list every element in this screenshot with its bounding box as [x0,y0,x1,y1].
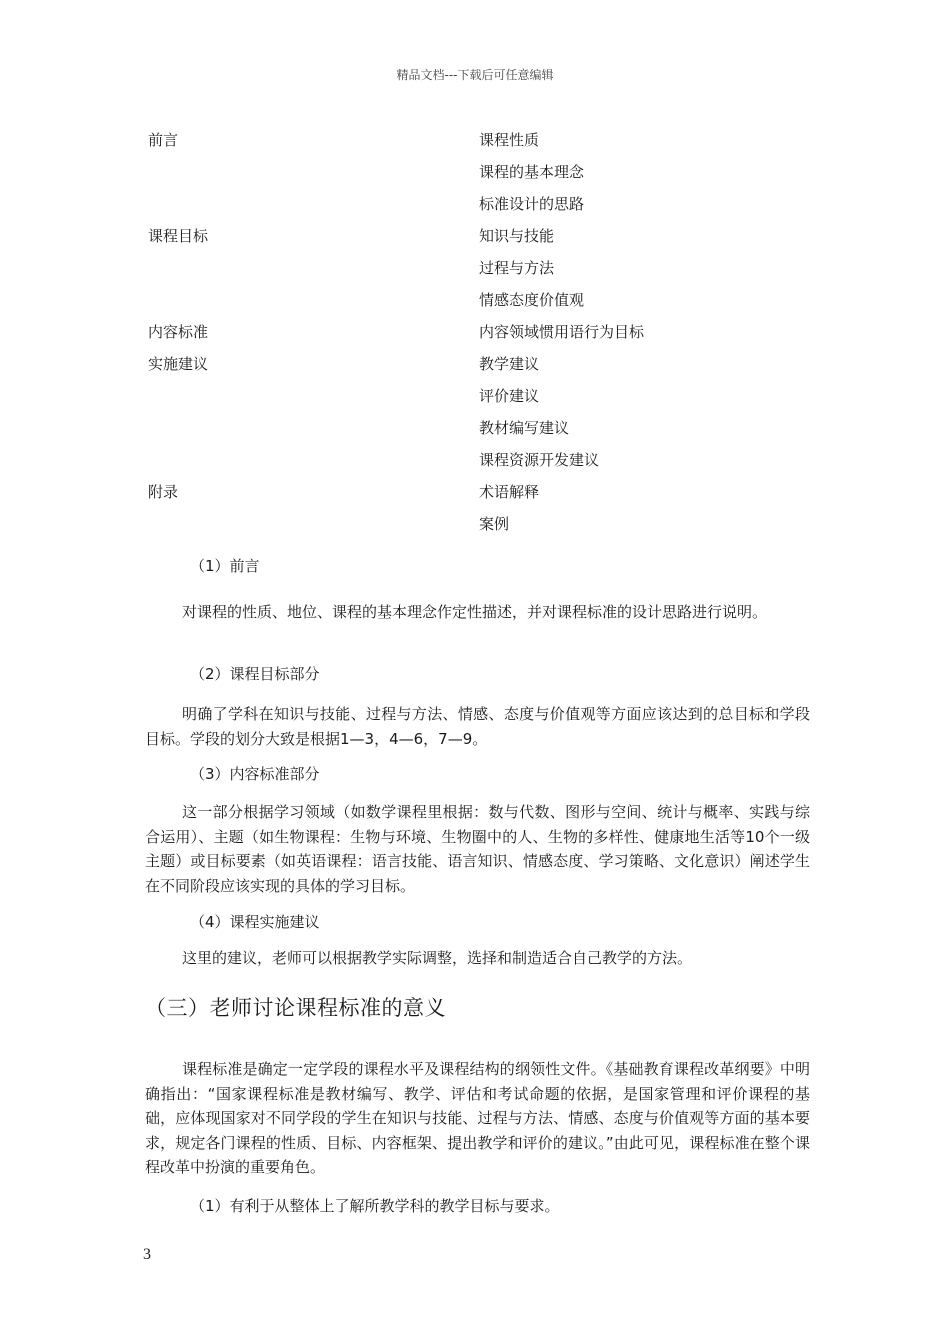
toc-right-cell: 教材编写建议 [479,419,570,437]
part3-title: （三）老师讨论课程标准的意义 [145,996,446,1020]
toc-right-cell: 情感态度价值观 [479,291,585,309]
toc-row [148,158,828,190]
section-body-preface: 对课程的性质、地位、课程的基本理念作定性描述，并对课程标准的设计思路进行说明。 [182,603,768,621]
toc-row [148,318,828,350]
toc-right-cell: 知识与技能 [479,227,555,245]
toc-right-cell: 术语解释 [479,483,540,501]
section-body-implementation: 这里的建议，老师可以根据教学实际调整，选择和制造适合自己教学的方法。 [182,949,693,967]
toc-left-cell: 前言 [148,131,179,149]
section-heading-implementation: （4）课程实施建议 [190,913,320,931]
toc-left-cell: 课程目标 [148,227,209,245]
toc-row [148,190,828,222]
toc-right-cell: 过程与方法 [479,259,555,277]
part3-body: 课程标准是确定一定学段的课程水平及课程结构的纲领性文件。《基础教育课程改革纲要》中明确指出：“国家课程标准是教材编写、教学、评估和考试命题的依据，是国家管理和评价课程的基础，应体现国家对不同学段的学生在知识与技能、过程与方法、情感、态度与价值观等方面的基本要求，规定各门课程的性质、目标、内容框架、提出教学和评价的建议。”由此可见，课程标准在整个课程改革中扮演的重要角色。 [145,1060,810,1176]
toc-row [148,222,828,254]
toc-row [148,286,828,318]
section-body-goals: 明确了学科在知识与技能、过程与方法、情感、态度与价值观等方面应该达到的总目标和学段目标。学段的划分大致是根据1—3，4—6，7—9。 [145,705,810,748]
toc-row [148,478,828,510]
toc-right-cell: 评价建议 [479,387,540,405]
toc-right-cell: 课程的基本理念 [479,163,585,181]
section-heading-goals: （2）课程目标部分 [190,665,320,683]
toc-row [148,414,828,446]
section-body-content: 这一部分根据学习领域（如数学课程里根据：数与代数、图形与空间、统计与概率、实践与综合运用）、主题（如生物课程：生物与环境、生物圈中的人、生物的多样性、健康地生活等10个一级主题）或目标要素（如英语课程：语言技能、语言知识、情感态度、学习策略、文化意识）阐述学生在不同阶段应该实现的具体的学习目标。 [145,803,810,895]
toc-left-cell: 实施建议 [148,355,209,373]
toc-row [148,446,828,478]
toc-left-cell: 内容标准 [148,323,209,341]
toc-left-cell: 附录 [148,483,179,501]
toc-row [148,382,828,414]
toc-right-cell: 内容领域惯用语行为目标 [479,323,645,341]
page-header: 精品文档---下载后可任意编辑 [396,68,554,82]
toc-right-cell: 标准设计的思路 [479,195,585,213]
page-number: 3 [143,1246,151,1263]
toc-row [148,254,828,286]
toc-row [148,350,828,382]
toc-right-cell: 教学建议 [479,355,540,373]
section-heading-preface: （1）前言 [190,557,260,575]
part3-item-1: （1）有利于从整体上了解所教学科的教学目标与要求。 [190,1197,560,1215]
toc-right-cell: 课程性质 [479,131,540,149]
toc-right-cell: 案例 [479,515,510,533]
toc-table [148,126,828,542]
toc-row [148,510,828,542]
toc-row [148,126,828,158]
section-heading-content: （3）内容标准部分 [190,765,320,783]
toc-right-cell: 课程资源开发建议 [479,451,600,469]
